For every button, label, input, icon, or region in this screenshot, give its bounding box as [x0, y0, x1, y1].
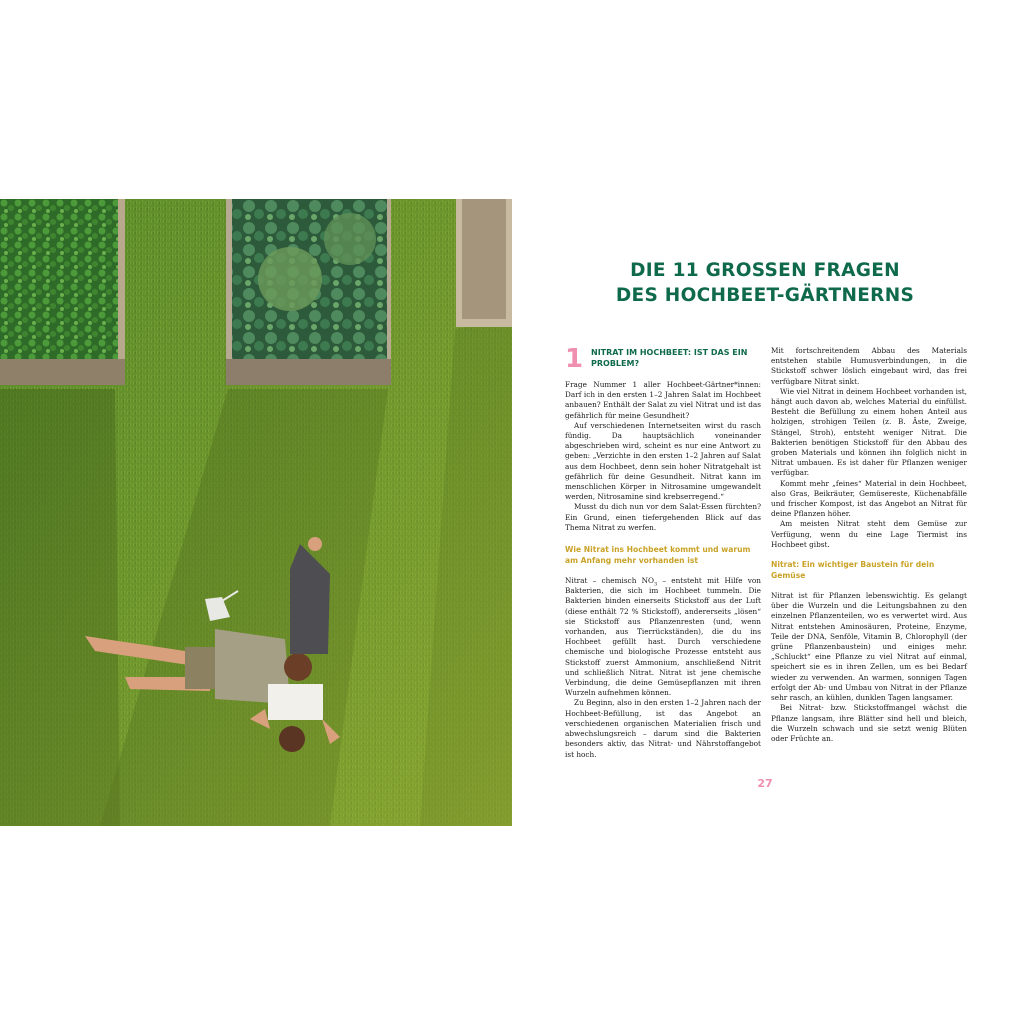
paragraph: [565, 576, 761, 698]
paragraph: Nitrat ist für Pflanzen lebenswichtig. Es gelangt über die Wurzeln und die Leitungsbahnen zu den einzelnen Pflanzenteilen, wo es verwertet wird. Aus Nitrat entstehen Aminosäuren, Proteine, Enzyme, Teile der DNA, Senföle, Vitamin B, Chlorophyll (der grüne Pflanzenbaustein) und einiges mehr. „Schluckt“ eine Pflanze zu viel Nitrat auf einmal, speichert sie es in ihren Zellen, um es bei Bedarf wieder zu verwenden. An warmen, sonnigen Tagen erfolgt der Ab- und Umbau von Nitrat in der Pflanze sehr rasch, an kühlen, dunklen Tagen langsamer.: [771, 591, 967, 703]
chapter-heading: [560, 258, 970, 308]
paragraph: Mit fortschreitendem Abbau des Materials entstehen stabile Humusverbindungen, in die Stickstoff schwer löslich eingebaut wird, das frei verfügbare Nitrat sinkt.: [771, 346, 967, 386]
question-header: [565, 346, 761, 380]
section-subheading: Wie Nitrat ins Hochbeet kommt und warum am Anfang mehr vorhanden ist: [565, 545, 751, 565]
garden-photo: [0, 199, 512, 826]
subscript: 3: [654, 581, 658, 588]
paragraph: Auf verschiedenen Internetseiten wirst du rasch fündig. Da hauptsächlich voneinander abgeschrieben wird, scheint es nur eine Antwort zu geben: „Verzichte in den ersten 1–2 Jahren auf Salat aus dem Hochbeet, denn sein hoher Nitratgehalt ist gefährlich für deine Gesundheit. Nitrat kann im menschlichen Körper in Nitrosamine umgewandelt werden, Nitrosamine sind krebserregend.“: [565, 420, 761, 502]
paragraph: Am meisten Nitrat steht dem Gemüse zur Verfügung, wenn du eine Lage Tiermist ins Hochbeet gibst.: [771, 519, 967, 549]
paragraph: Kommt mehr „feines“ Material in dein Hochbeet, also Gras, Beikräuter, Gemüsereste, Küchenabfälle und frischer Kompost, ist das Angebot an Nitrat für deine Pflanzen höher.: [771, 478, 967, 519]
paragraph: Frage Nummer 1 aller Hochbeet-Gärtner*innen: Darf ich in den ersten 1–2 Jahren Salat im Hochbeet anbauen? Enthält der Salat zu viel Nitrat und ist das gefährlich für meine Gesundheit?: [565, 380, 761, 420]
question-number: 1: [565, 344, 584, 374]
chapter-heading-line2: DES HOCHBEET-GÄRTNERNS: [615, 285, 915, 306]
paragraph: Wie viel Nitrat in deinem Hochbeet vorhanden ist, hängt auch davon ab, welches Material du einfüllst. Besteht die Befüllung zu einem hohen Anteil aus holzigen, strohigen Teilen (z. B. Äste, Zweige, Stängel, Stroh), entsteht weniger Nitrat. Die Bakterien benötigen Stickstoff für den Abbau des groben Materials und können ihn folglich nicht in Nitrat umbauen. Es ist daher für Pflanzen weniger verfügbar.: [771, 386, 967, 478]
question-title: NITRAT IM HOCHBEET: IST DAS EIN PROBLEM?: [591, 348, 748, 368]
left-text-column: [565, 346, 761, 760]
paragraph: Zu Beginn, also in den ersten 1–2 Jahren nach der Hochbeet-Befüllung, ist das Angebot an verschiedenen organischen Materialien frisch und abwechslungsreich – darum sind die Bakterien besonders aktiv, das Nitrat- und Nährstoffangebot ist hoch.: [565, 698, 761, 759]
right-text-column: [771, 346, 967, 744]
page-number: 27: [757, 777, 773, 790]
text-span: Nitrat – chemisch NO: [565, 576, 654, 586]
text-span: – entsteht mit Hilfe von Bakterien, die sich im Hochbeet tummeln. Die Bakterien binden einerseits Stickstoff aus der Luft (diese enthält 72 % Stickstoff), andererseits „lösen“ sie Stickstoff aus Pflanzenresten (und, wenn vorhanden, aus Tierrückständen), die du ins Hochbeet gefüllt hast. Durch verschiedene chemische und biologische Prozesse entsteht aus Stickstoff zuerst Ammonium, anschließend Nitrit und schließlich Nitrat. Nitrat ist jene chemische Verbindung, die deine Gemüsepflanzen mit ihren Wurzeln aufnehmen können.: [565, 576, 761, 698]
chapter-heading-line1: DIE 11 GROSSEN FRAGEN: [630, 260, 900, 281]
paragraph: Bei Nitrat- bzw. Stickstoffmangel wächst die Pflanze langsam, ihre Blätter sind hell und bleich, die Wurzeln schwach und sie setzt wenig Blüten oder Früchte an.: [771, 703, 967, 743]
section-subheading: Nitrat: Ein wichtiger Baustein für dein Gemüse: [771, 560, 935, 580]
paragraph: Musst du dich nun vor dem Salat-Essen fürchten? Ein Grund, einen tiefergehenden Blick auf das Thema Nitrat zu werfen.: [565, 502, 761, 532]
